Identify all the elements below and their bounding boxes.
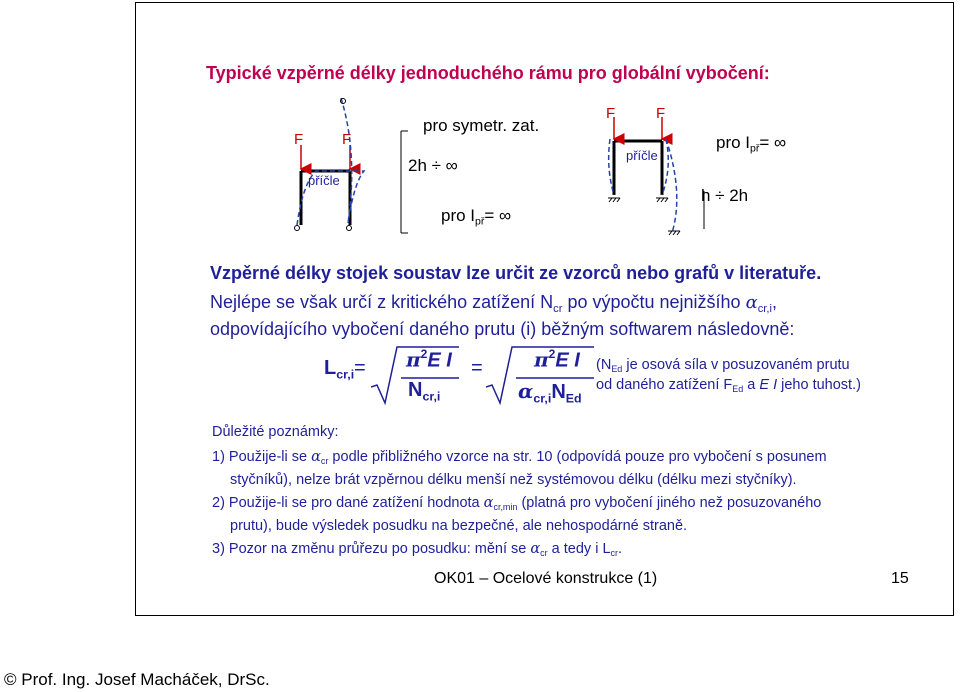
formula-equals-2: = [471, 357, 483, 379]
beam-label-right: příčle [626, 148, 658, 163]
formula-num-1: $\pi^2E$ I [406, 347, 452, 372]
beam-label-left: příčle [308, 173, 340, 188]
note-2-line-1: 2) Použije-li se pro dané zatížení hodnota $\alpha_{cr,min}$ (platná pro vybočení jiného než posuzovaného [212, 495, 822, 513]
note-1-line-1: 1) Použije-li se $\alpha_{cr}$ podle přibližného vzorce na str. 10 (odpovídá pouze pro vybočení s posunem [212, 449, 827, 467]
formula-note-1: ($N_{Ed}$ je osová síla v posuzovaném prutu [596, 357, 850, 375]
slide-title: Typické vzpěrné délky jednoduchého rámu pro globální vybočení: [206, 63, 770, 83]
force-label-4: F [656, 105, 666, 122]
formula-den-1: $N_{cr,i}$ [408, 379, 441, 404]
symmetric-load-label: pro symetr. zat. [423, 116, 540, 135]
force-label-3: F [606, 105, 616, 122]
force-label-2: F [342, 131, 352, 148]
copyright: © Prof. Ing. Josef Macháček, DrSc. [4, 670, 270, 689]
formula [316, 343, 586, 413]
formula-lhs: $L_{cr,i}$ [324, 357, 355, 382]
note-2-line-2: prutu), bude výsledek posudku na bezpečné, ale nehospodárné straně. [230, 518, 688, 534]
length-range-left: 2h ÷ ∞ [408, 156, 458, 175]
formula-note-2: od daného zatížení $F_{Ed}$ a E I jeho tuhost.) [596, 377, 861, 395]
formula-num-2: $\pi^2E$ I [534, 347, 580, 372]
intro-line-1: Vzpěrné délky stojek soustav lze určit ze vzorců nebo grafů v literatuře. [210, 263, 822, 283]
left-frame-support-right [347, 226, 352, 231]
left-frame-support-left [295, 226, 300, 231]
rigid-beam-label-right: pro $I_{př}=$ ∞ [716, 133, 787, 155]
formula-equals-1: = [354, 357, 366, 379]
formula-den-2: $\alpha_{cr,i}N_{Ed}$ [518, 379, 582, 406]
note-1-line-2: styčníků), nelze brát vzpěrnou délku menší než systémovou délku (délku mezi styčníky). [230, 472, 797, 488]
note-3: 3) Pozor na změnu průřezu po posudku: mění se $\alpha_{cr}$ a tedy i $L_{cr}$. [212, 541, 623, 559]
notes-heading: Důležité poznámky: [212, 424, 339, 440]
force-label-1: F [294, 131, 304, 148]
length-range-right: h ÷ 2h [701, 186, 749, 205]
intro-line-3: odpovídajícího vybočení daného prutu (i) běžným softwarem následovně: [210, 319, 795, 339]
intro-line-2: Nejlépe se však určí z kritického zatížení $N_{cr}$ po výpočtu nejnižšího $\alpha_{cr,i}$, [210, 292, 777, 315]
slide [135, 2, 954, 616]
right-frame [608, 117, 680, 235]
course-footer: OK01 – Ocelové konstrukce (1) [434, 570, 658, 587]
rigid-beam-label-left: pro $I_{př}=$ ∞ [441, 206, 512, 228]
page-number: 15 [891, 570, 909, 587]
